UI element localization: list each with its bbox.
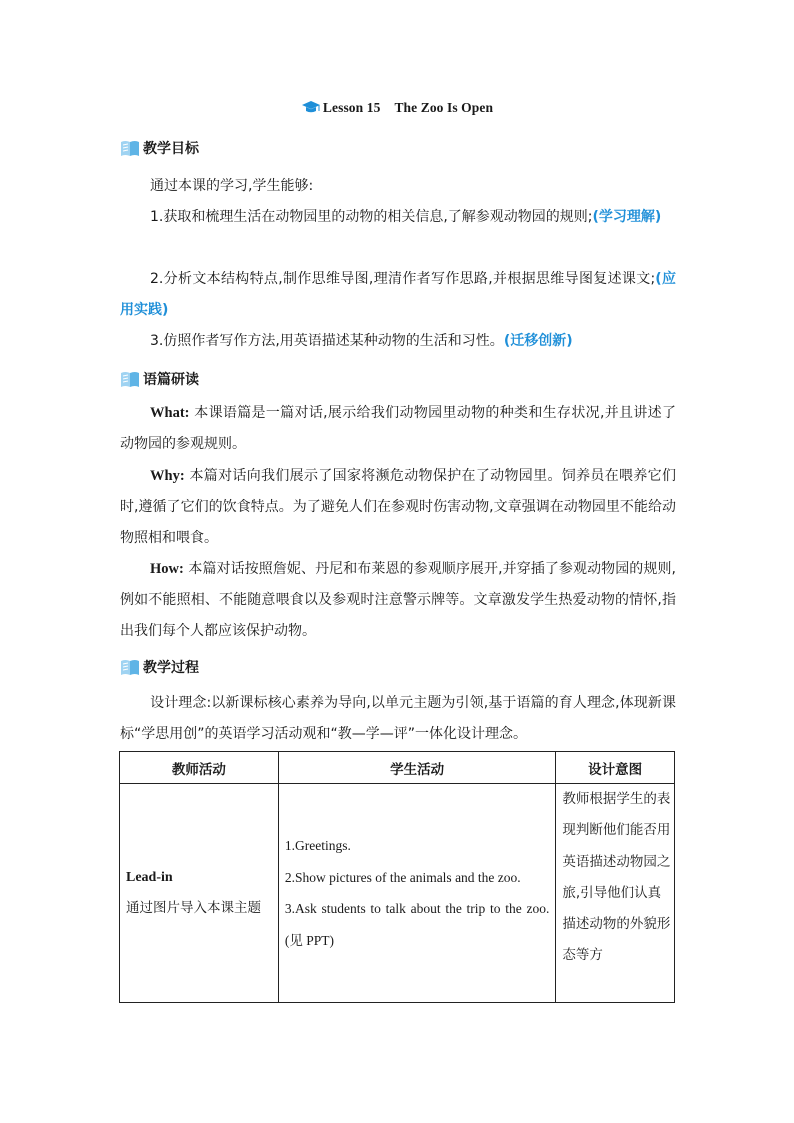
book-icon [120, 370, 140, 388]
book-icon [120, 658, 140, 676]
objective-item-2: 2.分析文本结构特点,制作思维导图,理清作者写作思路,并根据思维导图复述课文;(应用实践) [120, 271, 676, 318]
student-item: 2.Show pictures of the animals and the zoo. [284, 869, 521, 885]
objectives-intro: 通过本课的学习,学生能够: [150, 178, 314, 194]
analysis-how: How: 本篇对话按照詹妮、丹尼和布莱恩的参观顺序展开,并穿插了参观动物园的规则,例如不能照相、不能随意喂食以及参观时注意警示牌等。文章激发学生热爱动物的情怀,指出我们每个人都应该保护动物。 [120, 561, 676, 639]
lesson-name: The Zoo Is Open [394, 100, 494, 115]
design-philosophy: 设计理念:以新课标核心素养为导向,以单元主题为引领,基于语篇的育人理念,体现新课标“学思用创”的英语学习活动观和“教—学—评”一体化设计理念。 [120, 695, 676, 742]
section-heading-process: 教学过程 [120, 656, 199, 678]
objective-tag-3: (迁移创新) [503, 333, 573, 349]
lead-in-label: Lead-in [126, 870, 173, 885]
objective-item-3: 3.仿照作者写作方法,用英语描述某种动物的生活和习性。(迁移创新) [150, 333, 573, 349]
header-design-intent: 设计意图 [556, 752, 675, 784]
design-intent-cell: 教师根据学生的表现判断他们能否用英语描述动物园之旅,引导他们认真描述动物的外貌形态等方 [556, 784, 675, 1003]
lesson-title [0, 100, 794, 116]
book-icon [120, 139, 140, 157]
table-row [120, 784, 675, 1003]
table-header-row [120, 752, 675, 784]
lesson-number: Lesson 15 [322, 100, 381, 115]
student-item: 3.Ask students to talk about the trip to the zoo.(见 PPT) [284, 901, 550, 948]
lesson-plan-table [119, 751, 675, 1003]
student-item: 1.Greetings. [284, 838, 351, 853]
analysis-what: What: 本课语篇是一篇对话,展示给我们动物园里动物的种类和生存状况,并且讲述了动物园的参观规则。 [120, 405, 677, 452]
teacher-activity-cell [120, 784, 279, 1003]
student-activity-cell [278, 784, 556, 1003]
section-heading-objectives: 教学目标 [120, 137, 199, 159]
header-teacher-activity: 教师活动 [120, 752, 279, 784]
objective-tag-1: (学习理解) [592, 209, 662, 225]
analysis-why: Why: 本篇对话向我们展示了国家将濒危动物保护在了动物园里。饲养员在喂养它们时,遵循了它们的饮食特点。为了避免人们在参观时伤害动物,文章强调在动物园里不能给动物照相和喂食。 [120, 468, 677, 546]
objective-item-1: 1.获取和梳理生活在动物园里的动物的相关信息,了解参观动物园的规则;(学习理解) [150, 209, 662, 225]
lead-in-text: 通过图片导入本课主题 [126, 900, 261, 916]
graduation-cap-icon [301, 100, 321, 114]
section-heading-analysis: 语篇研读 [120, 368, 199, 390]
header-student-activity: 学生活动 [278, 752, 556, 784]
objective-tag-2: (应用实践) [120, 271, 676, 318]
